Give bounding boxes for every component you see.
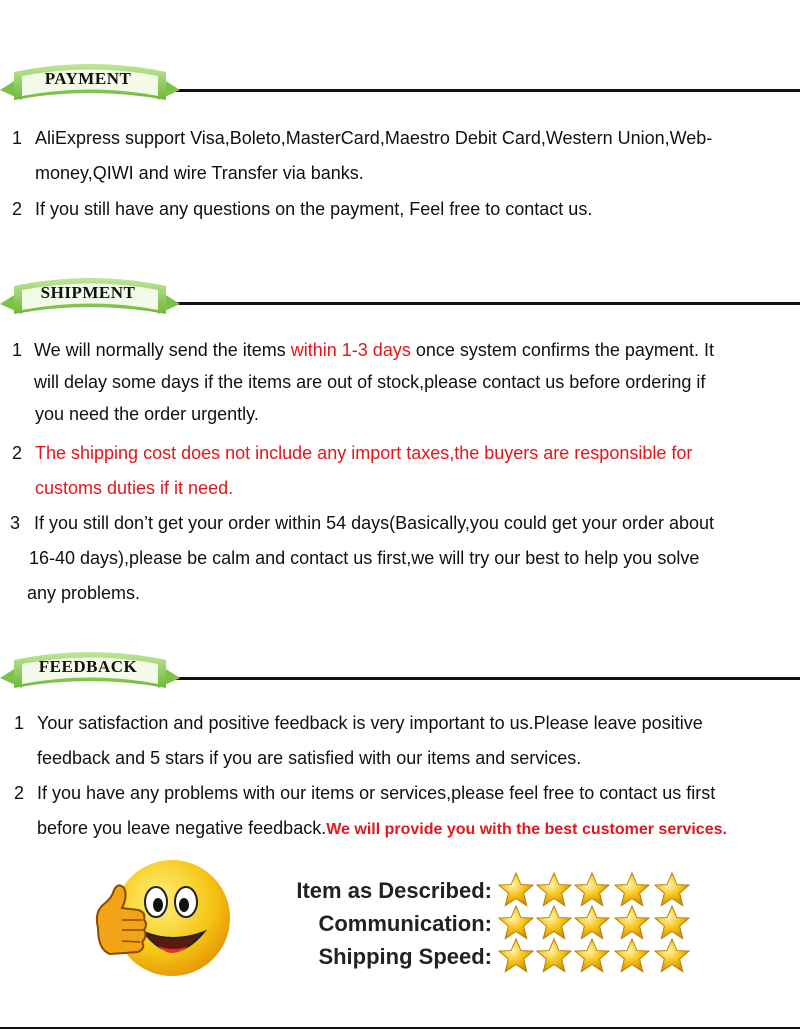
shipment-item-2: 2 The shipping cost does not include any import taxes,the buyers are responsible for customs duties if it need. (12, 443, 693, 498)
star-icon (614, 905, 650, 941)
star-icon (536, 872, 572, 908)
star-icon (654, 905, 690, 941)
star-icon (498, 938, 534, 974)
shipping-time-highlight: within 1-3 days (290, 340, 411, 360)
feedback-header (0, 640, 800, 700)
star-icon (536, 938, 572, 974)
star-icon (536, 905, 572, 941)
payment-divider (150, 89, 800, 92)
shipment-title: SHIPMENT (40, 283, 136, 302)
rating-row-communication: Communication: (0, 907, 800, 940)
feedback-divider (150, 677, 800, 680)
customer-service-highlight: We will provide you with the best customer services. (326, 821, 727, 838)
shipment-item-3: 3 If you still don’t get your order within 54 days(Basically,you could get your order about 16-40 days),please be calm and contact us first,we will try our best to help you solve any problems. (10, 513, 715, 603)
star-icon (614, 872, 650, 908)
bottom-divider (0, 1027, 800, 1029)
star-icon (574, 905, 610, 941)
rating-row-shipping-speed: Shipping Speed: (0, 940, 800, 973)
star-icon (574, 938, 610, 974)
star-icon (654, 872, 690, 908)
feedback-item-2: 2 If you have any problems with our items or services,please feel free to contact us first before you leave negative feedback.We will provide you with the best customer services. (14, 783, 727, 838)
star-icon (614, 938, 650, 974)
payment-title: PAYMENT (44, 69, 132, 88)
feedback-item-1: 1 Your satisfaction and positive feedback is very important to us.Please leave positive feedback and 5 stars if you are satisfied with our items and services. (14, 713, 703, 768)
payment-header (0, 52, 800, 112)
feedback-title: FEEDBACK (38, 657, 138, 676)
shipment-header (0, 266, 800, 326)
rating-row-item-as-described: Item as Described: (0, 874, 800, 907)
payment-item-1: 1 AliExpress support Visa,Boleto,MasterCard,Maestro Debit Card,Western Union,Web- money,QIWI and wire Transfer via banks. (12, 128, 713, 183)
payment-item-2: 2 If you still have any questions on the payment, Feel free to contact us. (12, 199, 593, 219)
star-icon (654, 938, 690, 974)
shipment-item-1: 1 We will normally send the items within 1-3 days once system confirms the payment. It will delay some days if the items are out of stock,please contact us before ordering if you need the order urgently. (12, 340, 714, 424)
star-icon (498, 872, 534, 908)
shipment-divider (150, 302, 800, 305)
star-icon (574, 872, 610, 908)
star-icon (498, 905, 534, 941)
